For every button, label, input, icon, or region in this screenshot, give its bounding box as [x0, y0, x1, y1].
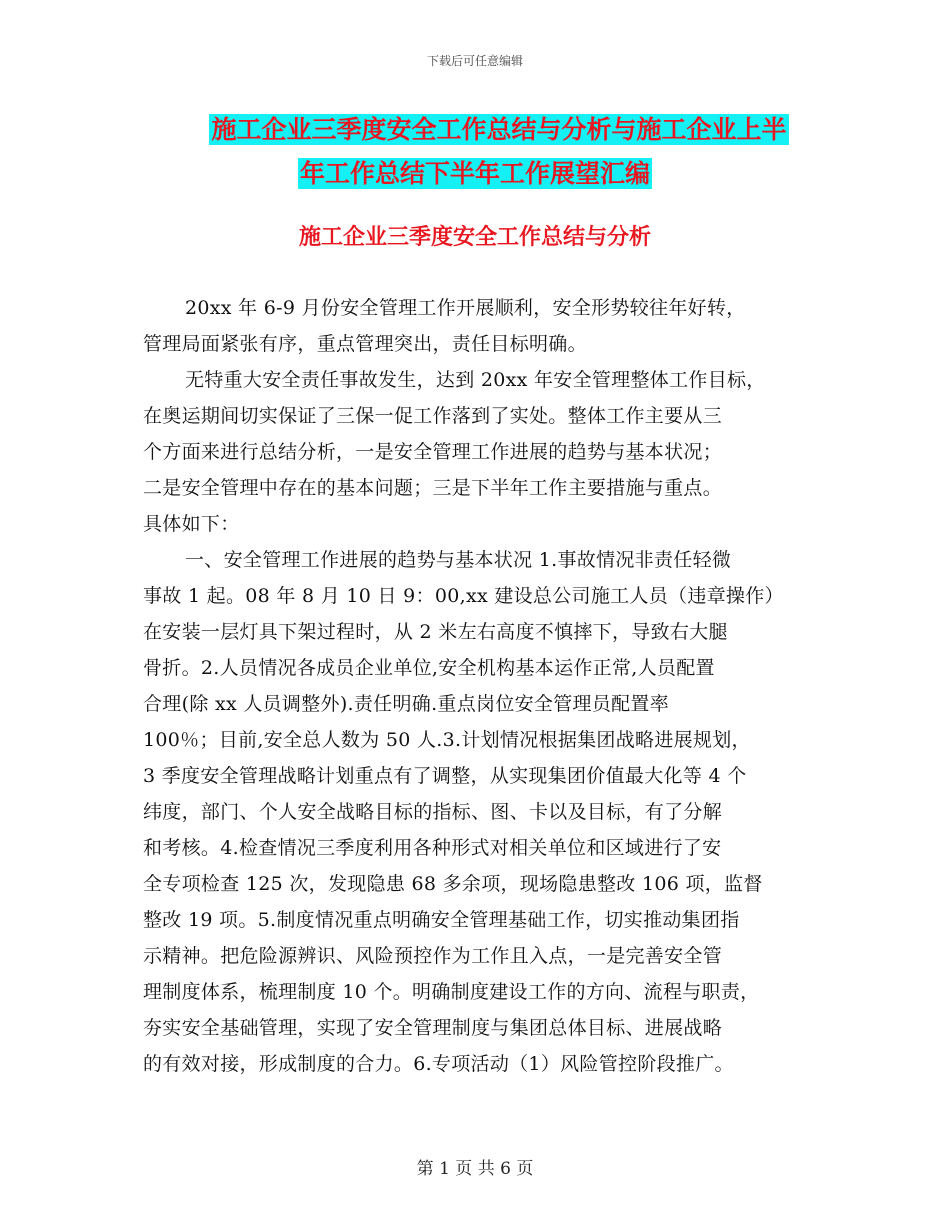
document-body	[143, 290, 813, 1082]
body-line: 在奥运期间切实保证了三保一促工作落到了实处。整体工作主要从三	[143, 405, 723, 427]
page-footer-number: 第 1 页 共 6 页	[416, 1159, 534, 1179]
body-line: 事故 1 起。08 年 8 月 10 日 9：00,xx 建设总公司施工人员（违章操作）	[143, 585, 784, 607]
body-line: 具体如下：	[143, 513, 240, 535]
body-line: 和考核。4.检查情况三季度利用各种形式对相关单位和区域进行了安	[143, 837, 722, 859]
title-highlight: 施工企业三季度安全工作总结与分析与施工企业上半	[211, 115, 787, 144]
body-line: 个方面来进行总结分析，一是安全管理工作进展的趋势与基本状况；	[143, 441, 723, 463]
body-line: 20xx 年 6-9 月份安全管理工作开展顺利，安全形势较往年好转，	[185, 297, 746, 319]
body-line: 在安装一层灯具下架过程时，从 2 米左右高度不慎摔下，导致右大腿	[143, 621, 728, 643]
body-line: 管理局面紧张有序，重点管理突出，责任目标明确。	[143, 333, 587, 355]
page-header-note: 下载后可任意编辑	[426, 54, 523, 68]
body-line: 100％；目前,安全总人数为 50 人.3.计划情况根据集团战略进展规划，	[143, 729, 751, 751]
section-title: 施工企业三季度安全工作总结与分析	[298, 225, 651, 250]
body-line: 示精神。把危险源辨识、风险预控作为工作且入点，一是完善安全管	[143, 945, 723, 967]
body-line: 二是安全管理中存在的基本问题；三是下半年工作主要措施与重点。	[143, 477, 723, 499]
body-line: 3 季度安全管理战略计划重点有了调整，从实现集团价值最大化等 4 个	[143, 765, 747, 787]
body-line: 夯实安全基础管理，实现了安全管理制度与集团总体目标、进展战略	[143, 1017, 723, 1039]
title-highlight: 年工作总结下半年工作展望汇编	[299, 159, 650, 188]
body-line: 一、安全管理工作进展的趋势与基本状况 1.事故情况非责任轻微	[185, 549, 732, 571]
body-line: 纬度，部门、个人安全战略目标的指标、图、卡以及目标，有了分解	[143, 801, 723, 823]
body-line: 全专项检查 125 次，发现隐患 68 多余项，现场隐患整改 106 项，监督	[143, 873, 763, 895]
body-line: 理制度体系，梳理制度 10 个。明确制度建设工作的方向、流程与职责，	[143, 981, 760, 1003]
body-line: 合理(除 xx 人员调整外).责任明确.重点岗位安全管理员配置率	[143, 693, 670, 715]
body-line: 整改 19 项。5.制度情况重点明确安全管理基础工作，切实推动集团指	[143, 909, 740, 931]
document-title-line-2	[0, 156, 950, 192]
body-line: 骨折。2.人员情况各成员企业单位,安全机构基本运作正常,人员配置	[143, 657, 715, 679]
body-line: 的有效对接，形成制度的合力。6.专项活动（1）风险管控阶段推广。	[143, 1053, 734, 1075]
body-line: 无特重大安全责任事故发生，达到 20xx 年安全管理整体工作目标，	[185, 369, 766, 391]
document-title-line-1	[24, 112, 950, 148]
